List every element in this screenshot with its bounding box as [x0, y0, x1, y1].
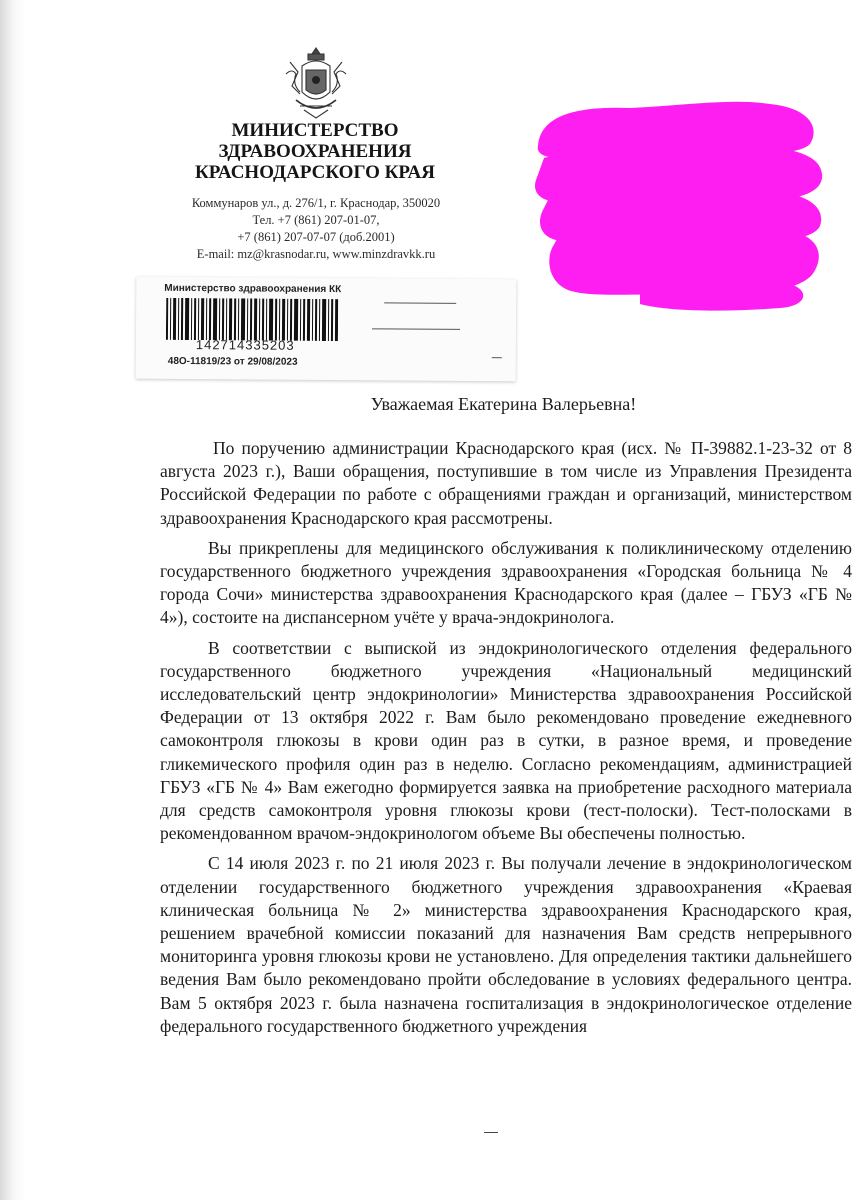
- address-line: Коммунаров ул., д. 276/1, г. Краснодар, 350020: [191, 196, 441, 210]
- sticker-divider: [372, 328, 460, 330]
- paragraph: Вы прикреплены для медицинского обслуживания к поликлиническому отделению государственного бюджетного учреждения здравоохранения «Городская больница № 4 города Сочи» министерства здравоохранения Краснодарского края (далее – ГБУЗ «ГБ № 4»), состоите на диспансерном учёте у врача-эндокринолога.: [160, 537, 852, 628]
- coat-of-arms-emblem: [280, 44, 352, 124]
- org-name-line: ЗДРАВООХРАНЕНИЯ: [218, 141, 412, 162]
- letter-body: [160, 437, 852, 1045]
- sticker-divider: [492, 357, 502, 358]
- org-name-line: КРАСНОДАРСКОГО КРАЯ: [194, 162, 436, 183]
- contacts-line: E-mail: mz@krasnodar.ru, www.minzdravkk.ru: [196, 247, 436, 261]
- paragraph: По поручению администрации Краснодарского края (исх. № П-39882.1-23-32 от 8 августа 2023 г.), Ваши обращения, поступившие в том числе из Управления Президента Российской Федерации по работе с обращениями граждан и организаций, министерством здравоохранения Краснодарского края рассмотрены.: [160, 438, 852, 528]
- redaction-marker-scribble: [520, 84, 840, 314]
- barcode-icon: [166, 298, 338, 341]
- sender-address-block: [160, 195, 472, 263]
- paragraph: С 14 июля 2023 г. по 21 июля 2023 г. Вы получали лечение в эндокринологическом отделении государственного бюджетного учреждения здравоохранения «Краевая клиническая больница № 2» министерства здравоохранения Краснодарского края, решением врачебной комиссии показаний для назначения Вам средств непрерывного мониторинга уровня глюкозы крови не установлено. Для определения тактики дальнейшего ведения Вам было рекомендовано пройти обследование в условиях федерального центра. Вам 5 октября 2023 г. была назначена госпитализация в эндокринологическое отделение федерального государственного бюджетного учреждения: [160, 853, 852, 1036]
- registration-number: 48О-11819/23 от 29/08/2023: [167, 355, 298, 368]
- page-break-dash: [484, 1132, 498, 1133]
- barcode-number: 142714335203: [195, 337, 295, 353]
- sender-organization-name: [180, 120, 450, 183]
- paragraph: В соответствии с выпиской из эндокринологического отделения федерального государственного бюджетного учреждения «Национальный медицинский исследовательский центр эндокринологии» Министерства здравоохранения Российской Федерации от 13 октября 2022 г. Вам было рекомендовано проведение ежедневного самоконтроля глюкозы в крови один раз в сутки, в разное время, и проведение гликемического профиля один раз в неделю. Согласно рекомендациям, администрацией ГБУЗ «ГБ № 4» Вам ежегодно формируется заявка на приобретение расходного материала для средств самоконтроля уровня глюкозы крови (тест-полоски). Тест-полосками в рекомендованном врачом-эндокринологом объеме Вы обеспечены полностью.: [160, 637, 852, 844]
- sticker-organization: Министерство здравоохранения КК: [164, 282, 342, 296]
- phone-line: Тел. +7 (861) 207-01-07,: [252, 213, 380, 227]
- phone-line: +7 (861) 207-07-07 (доб.2001): [237, 230, 395, 244]
- sticker-divider: [384, 302, 456, 304]
- registration-sticker: [136, 277, 517, 382]
- org-name-line: МИНИСТЕРСТВО: [231, 120, 399, 141]
- greeting: Уважаемая Екатерина Валерьевна!: [370, 394, 637, 414]
